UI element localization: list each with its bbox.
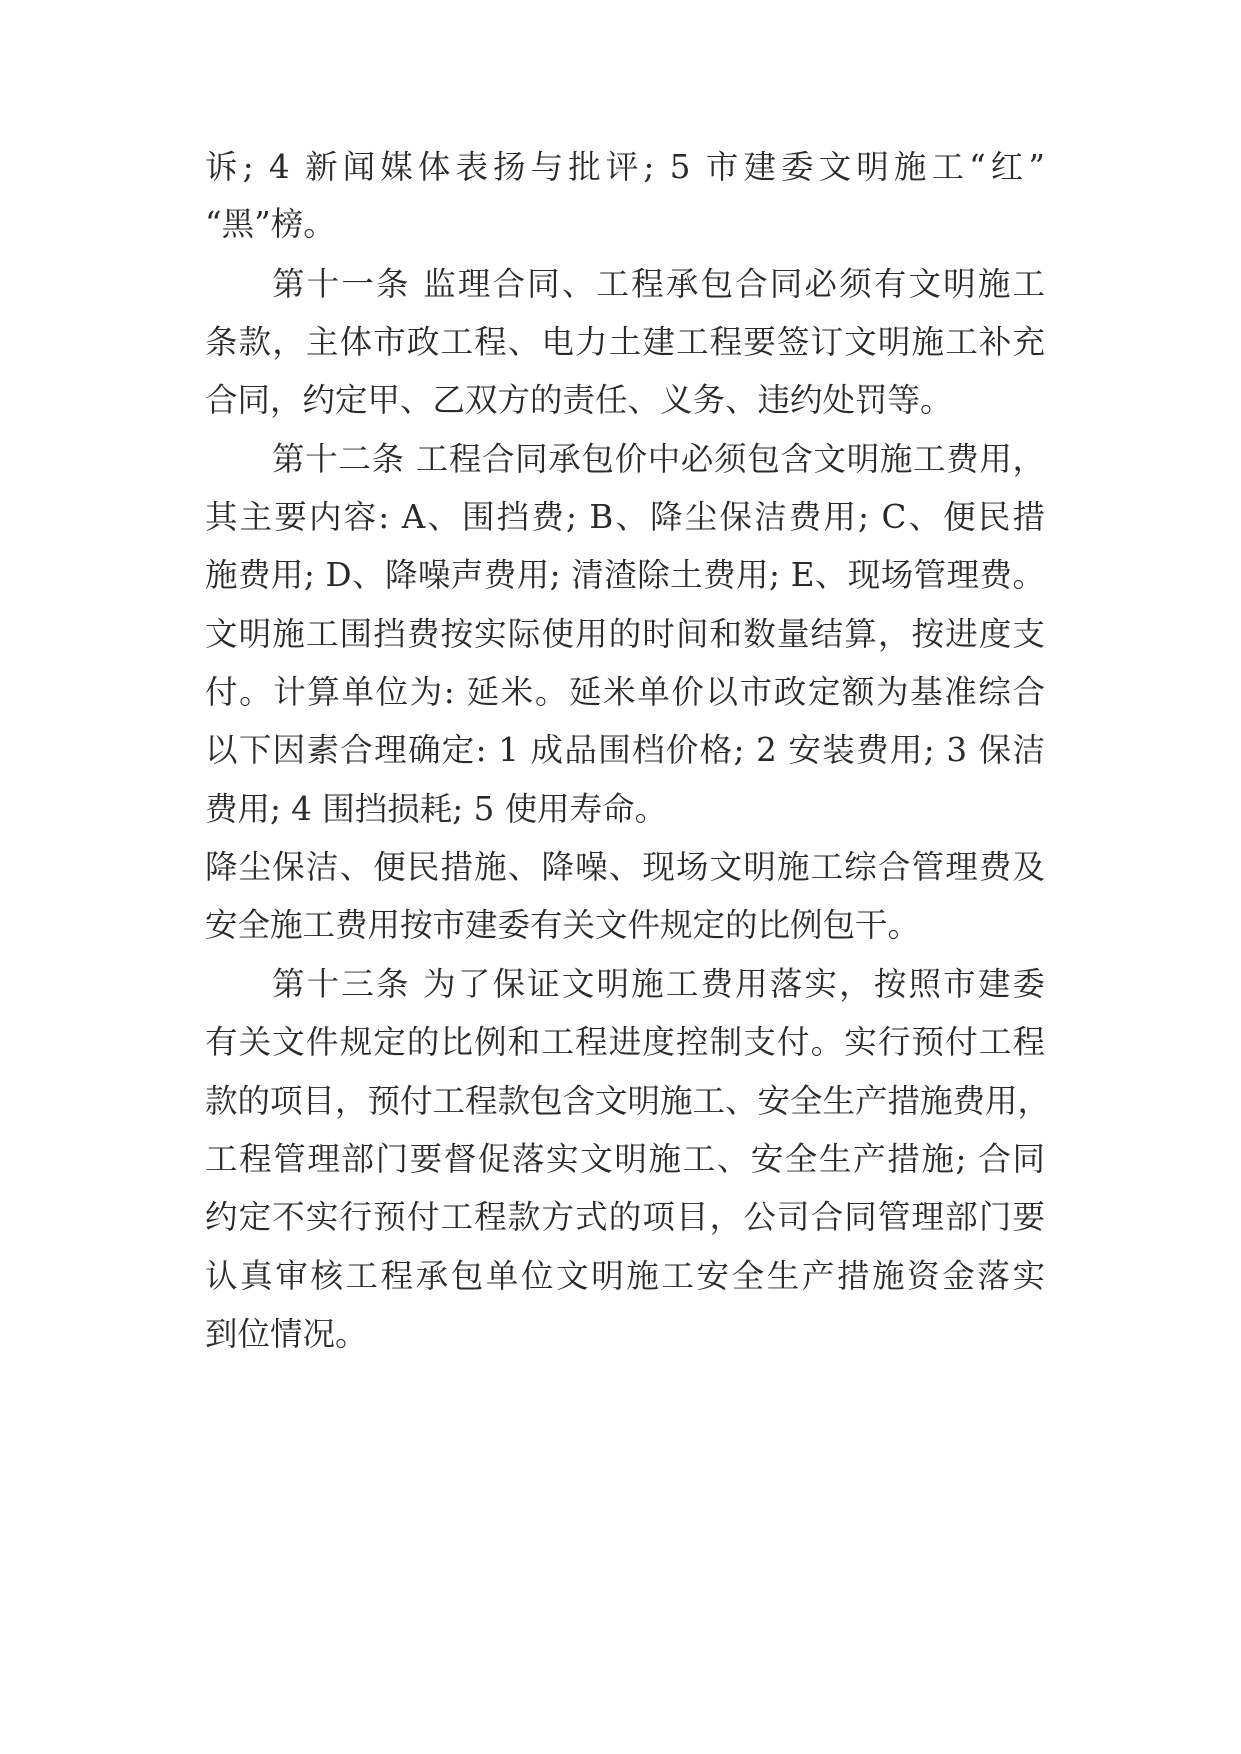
text-line: 合同，约定甲、乙双方的责任、义务、违约处罚等。 bbox=[205, 381, 953, 419]
text-line: 降尘保洁、便民措施、降噪、现场文明施工综合管理费及 bbox=[205, 848, 1045, 886]
article-11-heading-line: 第十一条 监理合同、工程承包合同必须有文明施工 bbox=[272, 265, 1045, 303]
text-line: 到位情况。 bbox=[205, 1315, 368, 1353]
text-line: 文明施工围挡费按实际使用的时间和数量结算，按进度支 bbox=[205, 615, 1045, 653]
text-line: 施费用; D、降噪声费用; 清渣除土费用; E、现场管理费。 bbox=[205, 556, 1045, 594]
text-line: 安全施工费用按市建委有关文件规定的比例包干。 bbox=[205, 906, 921, 944]
text-line: 费用; 4 围挡损耗; 5 使用寿命。 bbox=[205, 790, 668, 828]
text-line: 付。计算单位为: 延米。延米单价以市政定额为基准综合 bbox=[205, 673, 1045, 711]
text-line: 以下因素合理确定: 1 成品围档价格; 2 安装费用; 3 保洁 bbox=[205, 731, 1045, 769]
text-line: “黑”榜。 bbox=[205, 205, 336, 243]
text-line: 诉; 4 新闻媒体表扬与批评; 5 市建委文明施工“红” bbox=[205, 148, 1045, 186]
text-line: 有关文件规定的比例和工程进度控制支付。实行预付工程 bbox=[205, 1023, 1045, 1061]
article-12-heading-line: 第十二条 工程合同承包价中必须包含文明施工费用， bbox=[272, 440, 1045, 478]
text-line: 认真审核工程承包单位文明施工安全生产措施资金落实 bbox=[205, 1257, 1045, 1295]
text-line: 约定不实行预付工程款方式的项目，公司合同管理部门要 bbox=[205, 1198, 1045, 1236]
text-line: 条款，主体市政工程、电力土建工程要签订文明施工补充 bbox=[205, 323, 1045, 361]
text-line: 款的项目，预付工程款包含文明施工、安全生产措施费用， bbox=[205, 1082, 1051, 1120]
text-line: 工程管理部门要督促落实文明施工、安全生产措施; 合同 bbox=[205, 1140, 1045, 1178]
article-13-heading-line: 第十三条 为了保证文明施工费用落实，按照市建委 bbox=[272, 965, 1045, 1003]
text-line: 其主要内容: A、围挡费; B、降尘保洁费用; C、便民措 bbox=[205, 498, 1045, 536]
